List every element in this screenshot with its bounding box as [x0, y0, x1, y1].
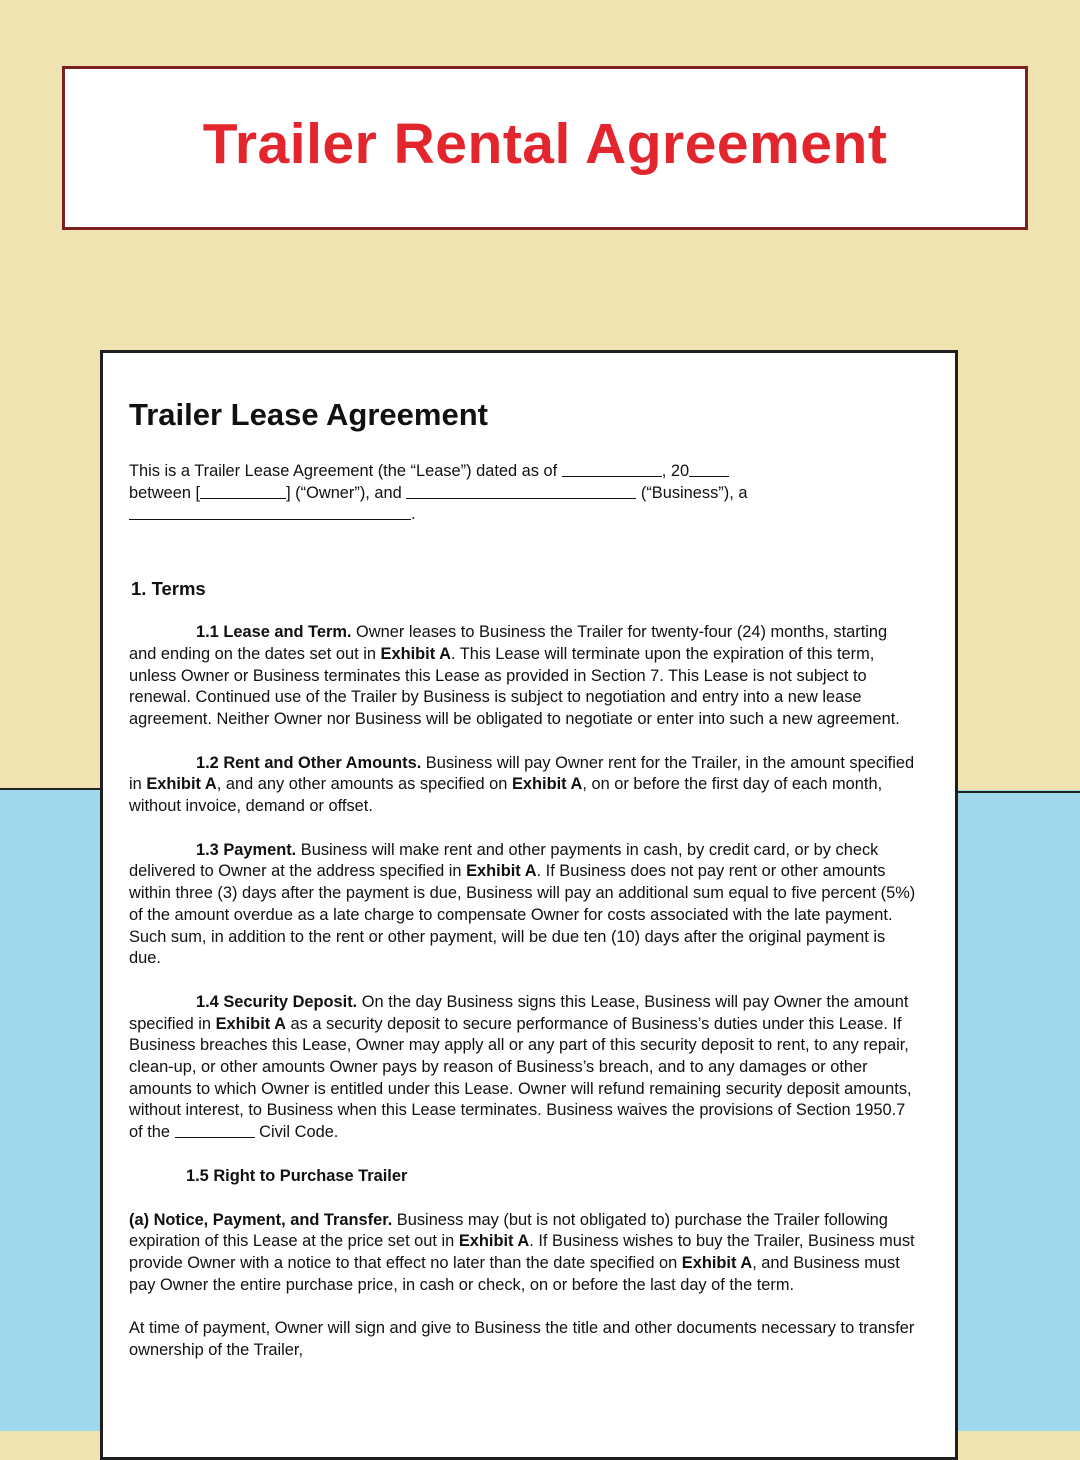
intro-paragraph [129, 461, 919, 526]
intro-line-3: . [129, 504, 919, 526]
intro-line-2: between [ ] (“Owner”), and (“Business”), a [129, 483, 748, 502]
document-body [129, 353, 919, 1362]
section-1-1-heading: 1.1 Lease and Term. [196, 623, 352, 642]
left-divider-line [0, 788, 108, 790]
business-type-blank [129, 504, 411, 520]
owner-blank [200, 483, 286, 499]
section-1-2: 1.2 Rent and Other Amounts. Business will pay Owner rent for the Trailer, in the amount specified in Exhibit A, and any other amounts as specified on Exhibit A, on or before the first day of each month, without invoice, demand or offset. [129, 753, 915, 816]
section-1-5-a-heading: (a) Notice, Payment, and Transfer. [129, 1210, 393, 1229]
year-blank [689, 461, 729, 477]
right-divider-line [952, 791, 1080, 793]
section-1-3: 1.3 Payment. Business will make rent and other payments in cash, by credit card, or by check delivered to Owner at the address specified in Exhibit A. If Business does not pay rent or other amounts within three (3) days after the payment is due, Business will pay an additional sum equal to five percent (5%) of the amount overdue as a late charge to compensate Owner for costs associated with the late payment. Such sum, in addition to the rent or other payment, will be due ten (10) days after the original payment is due. [129, 840, 916, 968]
document-title: Trailer Lease Agreement [129, 397, 488, 432]
intro-line-1: This is a Trailer Lease Agreement (the “Lease”) dated as of , 20 [129, 461, 919, 483]
state-blank [175, 1122, 255, 1138]
section-1-4-heading: 1.4 Security Deposit. [196, 992, 358, 1011]
section-1-5-a: (a) Notice, Payment, and Transfer. Business may (but is not obligated to) purchase the Trailer following expiration of this Lease at the price set out in Exhibit A. If Business wishes to buy the Trailer, Business must provide Owner with a notice to that effect no later than the date specified on Exhibit A, and Business must pay Owner the entire purchase price, in cash or check, on or before the last day of the term. [129, 1210, 915, 1294]
section-1-5-heading: 1.5 Right to Purchase Trailer [186, 1166, 408, 1185]
section-1-1: 1.1 Lease and Term. Owner leases to Business the Trailer for twenty-four (24) months, starting and ending on the dates set out in Exhibit A. This Lease will terminate upon the expiration of this term, unless Owner or Business terminates this Lease as provided in Section 7. This Lease is not subject to renewal. Continued use of the Trailer by Business is subject to negotiation and entry into a new lease agreement. Neither Owner nor Business will be obligated to negotiate or enter into such a new agreement. [129, 623, 900, 728]
section-1-5-b: At time of payment, Owner will sign and give to Business the title and other documents necessary to transfer ownership of the Trailer, [129, 1319, 915, 1360]
section-1-3-heading: 1.3 Payment. [196, 840, 297, 859]
business-blank [406, 483, 636, 499]
banner-title: Trailer Rental Agreement [202, 112, 888, 176]
date-blank [562, 461, 662, 477]
section-1-4: 1.4 Security Deposit. On the day Business signs this Lease, Business will pay Owner the amount specified in Exhibit A as a security deposit to secure performance of Business’s duties under this Lease. If Business breaches this Lease, Owner may apply all or any part of this security deposit to rent, to any repair, clean-up, or other amounts Owner pays by reason of Business’s breach, and to any damages or other amounts to which Owner is entitled under this Lease. Owner will refund remaining security deposit amounts, without interest, to Business when this Lease terminates. Business waives the provisions of Section 1950.7 of the Civil Code. [129, 992, 912, 1142]
terms-heading: 1. Terms [131, 578, 206, 600]
title-banner [62, 66, 1028, 230]
document-page [100, 350, 958, 1460]
section-1-2-heading: 1.2 Rent and Other Amounts. [196, 753, 422, 772]
